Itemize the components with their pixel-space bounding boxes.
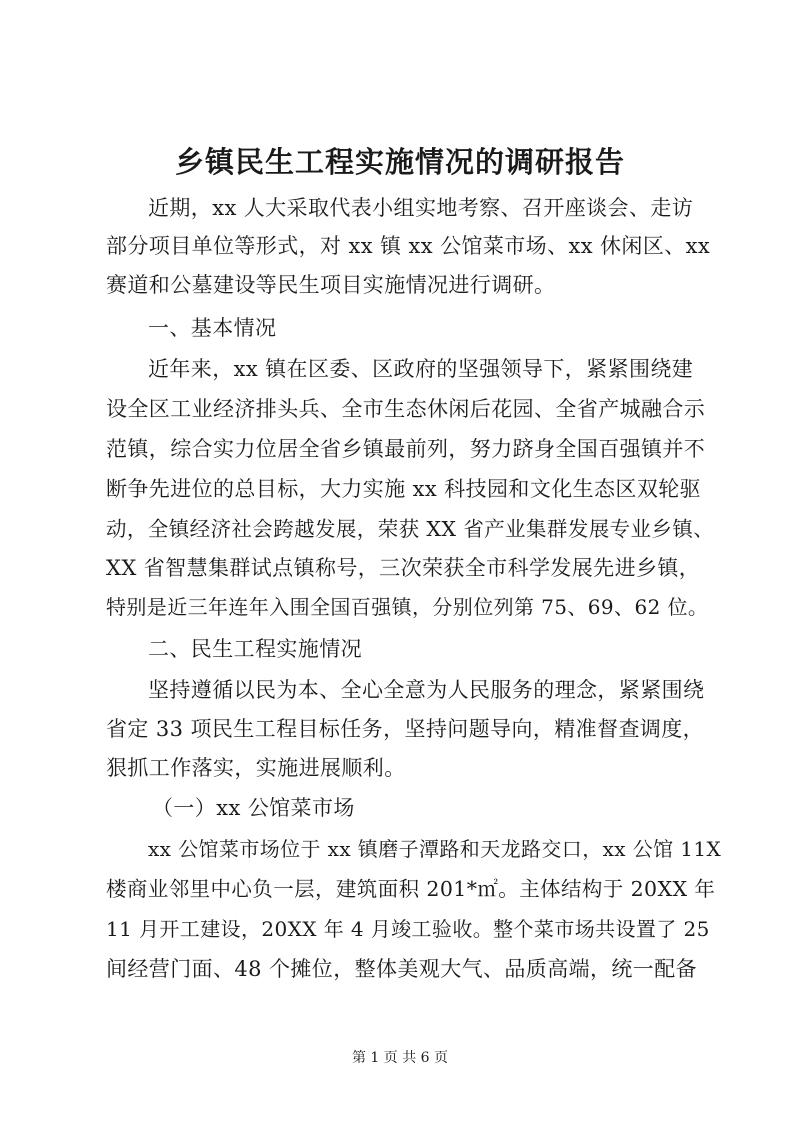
paragraph-line: 特别是近三年连年入围全国百强镇，分别位列第 75、69、62 位。 [106,595,709,619]
page-title: 乡镇民生工程实施情况的调研报告 [174,145,625,179]
paragraph-line: XX 省智慧集群试点镇称号，三次荣获全市科学发展先进乡镇， [106,556,701,580]
paragraph-line: 动，全镇经济社会跨越发展，荣获 XX 省产业集群发展专业乡镇、 [106,517,715,541]
paragraph-line: 近期，xx 人大采取代表小组实地考察、召开座谈会、走访 [148,196,694,220]
paragraph-line: 间经营门面、48 个摊位，整体美观大气、品质高端，统一配备 [106,957,697,981]
paragraph-line: 范镇，综合实力位居全省乡镇最前列，努力跻身全国百强镇并不 [106,437,706,461]
paragraph-line: 11 月开工建设，20XX 年 4 月竣工验收。整个菜市场共设置了 25 [106,917,710,941]
paragraph-line: 赛道和公墓建设等民生项目实施情况进行调研。 [106,273,556,297]
paragraph-line: 部分项目单位等形式，对 xx 镇 xx 公馆菜市场、xx 休闲区、xx [106,234,711,258]
paragraph-line: 省定 33 项民生工程目标任务，坚持问题导向，精准督查调度， [106,717,705,741]
page-footer: 第 1 页 共 6 页 [351,1050,449,1066]
paragraph-line: 设全区工业经济排头兵、全市生态休闲后花园、全省产城融合示 [106,397,706,421]
paragraph-line: xx 公馆菜市场位于 xx 镇磨子潭路和天龙路交口，xx 公馆 11X [148,837,722,861]
paragraph-line: 近年来，xx 镇在区委、区政府的坚强领导下，紧紧围绕建 [148,357,694,381]
section-heading: 二、民生工程实施情况 [148,637,362,661]
paragraph-line: 断争先进位的总目标，大力实施 xx 科技园和文化生态区双轮驱 [106,477,702,501]
paragraph-line: 狠抓工作落实，实施进展顺利。 [106,756,406,780]
subsection-heading: （一）xx 公馆菜市场 [152,796,355,820]
paragraph-line: 楼商业邻里中心负一层，建筑面积 201*㎡。主体结构于 20XX 年 [106,877,716,901]
paragraph-line: 坚持遵循以民为本、全心全意为人民服务的理念，紧紧围绕 [148,678,705,702]
section-heading: 一、基本情况 [148,316,277,340]
